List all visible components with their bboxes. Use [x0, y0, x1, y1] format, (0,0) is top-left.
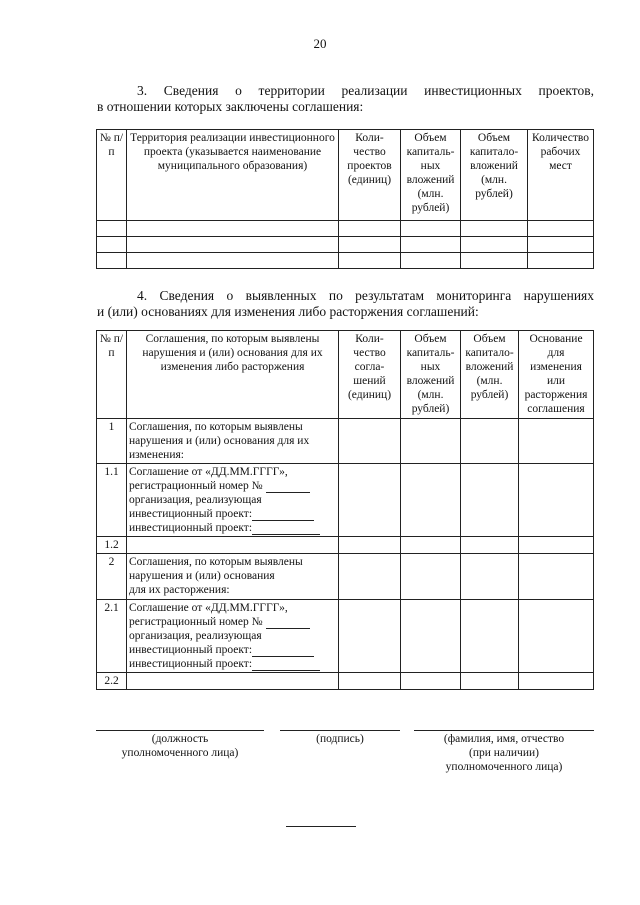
- col-header-capital-investments-2: Объем капитало-вложений (млн. рублей): [461, 331, 519, 419]
- table-row: [97, 600, 594, 673]
- position-line: [96, 730, 264, 731]
- agreement-details: [127, 464, 339, 537]
- section3-heading-line2: в отношении которых заключены соглашения:: [97, 99, 364, 114]
- registration-number: регистрационный номер №: [129, 615, 336, 629]
- closing-line: [286, 826, 356, 827]
- organization-label: организация, реализующая: [129, 630, 262, 642]
- row-num: 1: [97, 419, 127, 464]
- violations-table: [96, 330, 594, 690]
- col-header-project-count: Коли-чество проектов (единиц): [339, 130, 401, 221]
- investment-project: инвестиционный проект:: [129, 643, 336, 657]
- col-header-capital-investments-2: Объем капитало-вложений (млн. рублей): [461, 130, 528, 221]
- row-num: 2.2: [97, 673, 127, 690]
- table-row: [97, 673, 594, 690]
- col-header-jobs: Количество рабочих мест: [528, 130, 594, 221]
- row-text: Соглашения, по которым выявлены нарушения и (или) основания для их расторжения:: [127, 554, 339, 600]
- row-num: 2.1: [97, 600, 127, 673]
- col-header-capital-investment: Объем капиталь-ных вложений (млн. рублей): [401, 331, 461, 419]
- registration-number: регистрационный номер №: [129, 479, 336, 493]
- agreement-date: Соглашение от «ДД.ММ.ГГГГ»,: [129, 466, 288, 478]
- table-row: [97, 537, 594, 554]
- section4-heading-line2: и (или) основаниях для изменения либо расторжения соглашений:: [97, 304, 479, 319]
- col-header-num: № п/п: [97, 130, 127, 221]
- position-caption: (должность уполномоченного лица): [121, 733, 239, 759]
- table-row: [97, 554, 594, 600]
- col-header-agreement-count: Коли-чество согла-шений (единиц): [339, 331, 401, 419]
- section3-heading: [97, 83, 594, 115]
- organization-label: организация, реализующая: [129, 494, 262, 506]
- signature-line: [280, 730, 400, 731]
- table-row: [97, 419, 594, 464]
- row-num: 1.1: [97, 464, 127, 537]
- agreement-date: Соглашение от «ДД.ММ.ГГГГ»,: [129, 602, 288, 614]
- col-header-agreements: Соглашения, по которым выявлены нарушения и (или) основания для их изменения либо расторжения: [127, 331, 339, 419]
- section3-heading-line1: 3. Сведения о территории реализации инвестиционных проектов,: [137, 83, 594, 98]
- table-row: [97, 253, 594, 269]
- row-num: 1.2: [97, 537, 127, 554]
- col-header-capital-investment: Объем капиталь-ных вложений (млн. рублей): [401, 130, 461, 221]
- col-header-territory: Территория реализации инвестиционного проекта (указывается наименование муниципального образования): [127, 130, 339, 221]
- investment-project: инвестиционный проект:: [129, 507, 336, 521]
- name-caption: (фамилия, имя, отчество (при наличии) уполномоченного лица): [443, 733, 565, 773]
- section4-heading-line1: 4. Сведения о выявленных по результатам мониторинга нарушениях: [137, 288, 594, 303]
- table-row: [97, 237, 594, 253]
- signature-caption: (подпись): [316, 733, 364, 745]
- table-row: [97, 221, 594, 237]
- investment-project-2: инвестиционный проект:: [129, 657, 336, 671]
- agreement-details: [127, 600, 339, 673]
- row-num: 2: [97, 554, 127, 600]
- table-row: [97, 464, 594, 537]
- col-header-grounds: Основание для изменения или расторжения соглашения: [519, 331, 594, 419]
- name-line: [414, 730, 594, 731]
- territory-table: [96, 129, 594, 269]
- col-header-num: № п/п: [97, 331, 127, 419]
- investment-project-2: инвестиционный проект:: [129, 521, 336, 535]
- section4-heading: [97, 288, 594, 320]
- row-text: Соглашения, по которым выявлены нарушения и (или) основания для их изменения:: [127, 419, 339, 464]
- page-number: 20: [313, 36, 327, 51]
